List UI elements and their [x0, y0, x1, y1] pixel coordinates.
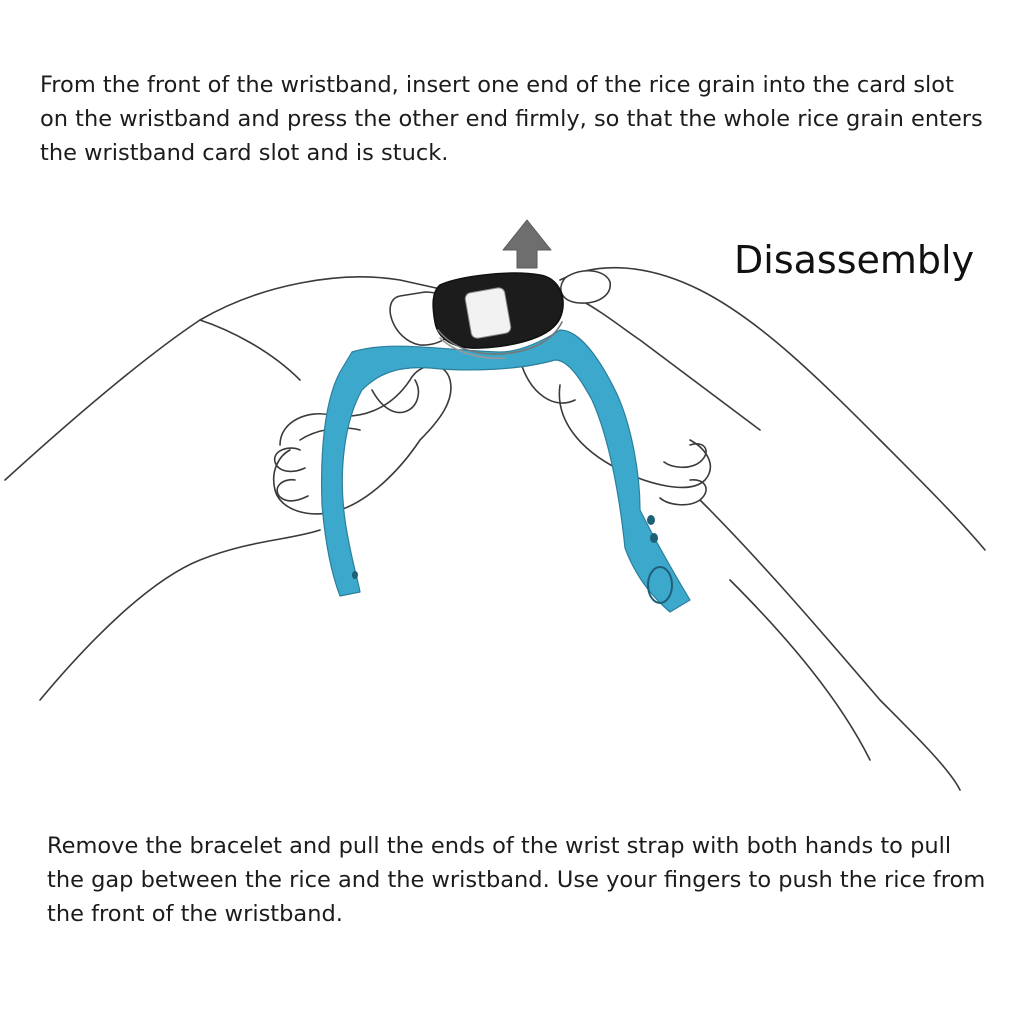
- top-instruction: [40, 68, 1000, 170]
- bottom-instruction-line-3: the front of the wristband.: [47, 901, 343, 927]
- left-hand: [5, 277, 458, 700]
- wristband-strap: [322, 330, 690, 612]
- right-hand: [520, 268, 985, 790]
- bottom-instruction: [47, 829, 1002, 931]
- bottom-instruction-line-2: the gap between the rice and the wristband. Use your fingers to push the rice from: [47, 867, 986, 893]
- up-arrow-icon: [503, 220, 551, 268]
- disassembly-heading: Disassembly: [734, 238, 975, 282]
- top-instruction-line-2: on the wristband and press the other end firmly, so that the whole rice grain enters: [40, 106, 983, 132]
- top-instruction-line-3: the wristband card slot and is stuck.: [40, 140, 449, 166]
- disassembly-illustration: [0, 200, 1010, 800]
- bottom-instruction-line-1: Remove the bracelet and pull the ends of the wrist strap with both hands to pull: [47, 833, 952, 859]
- top-instruction-line-1: From the front of the wristband, insert one end of the rice grain into the card slot: [40, 72, 954, 98]
